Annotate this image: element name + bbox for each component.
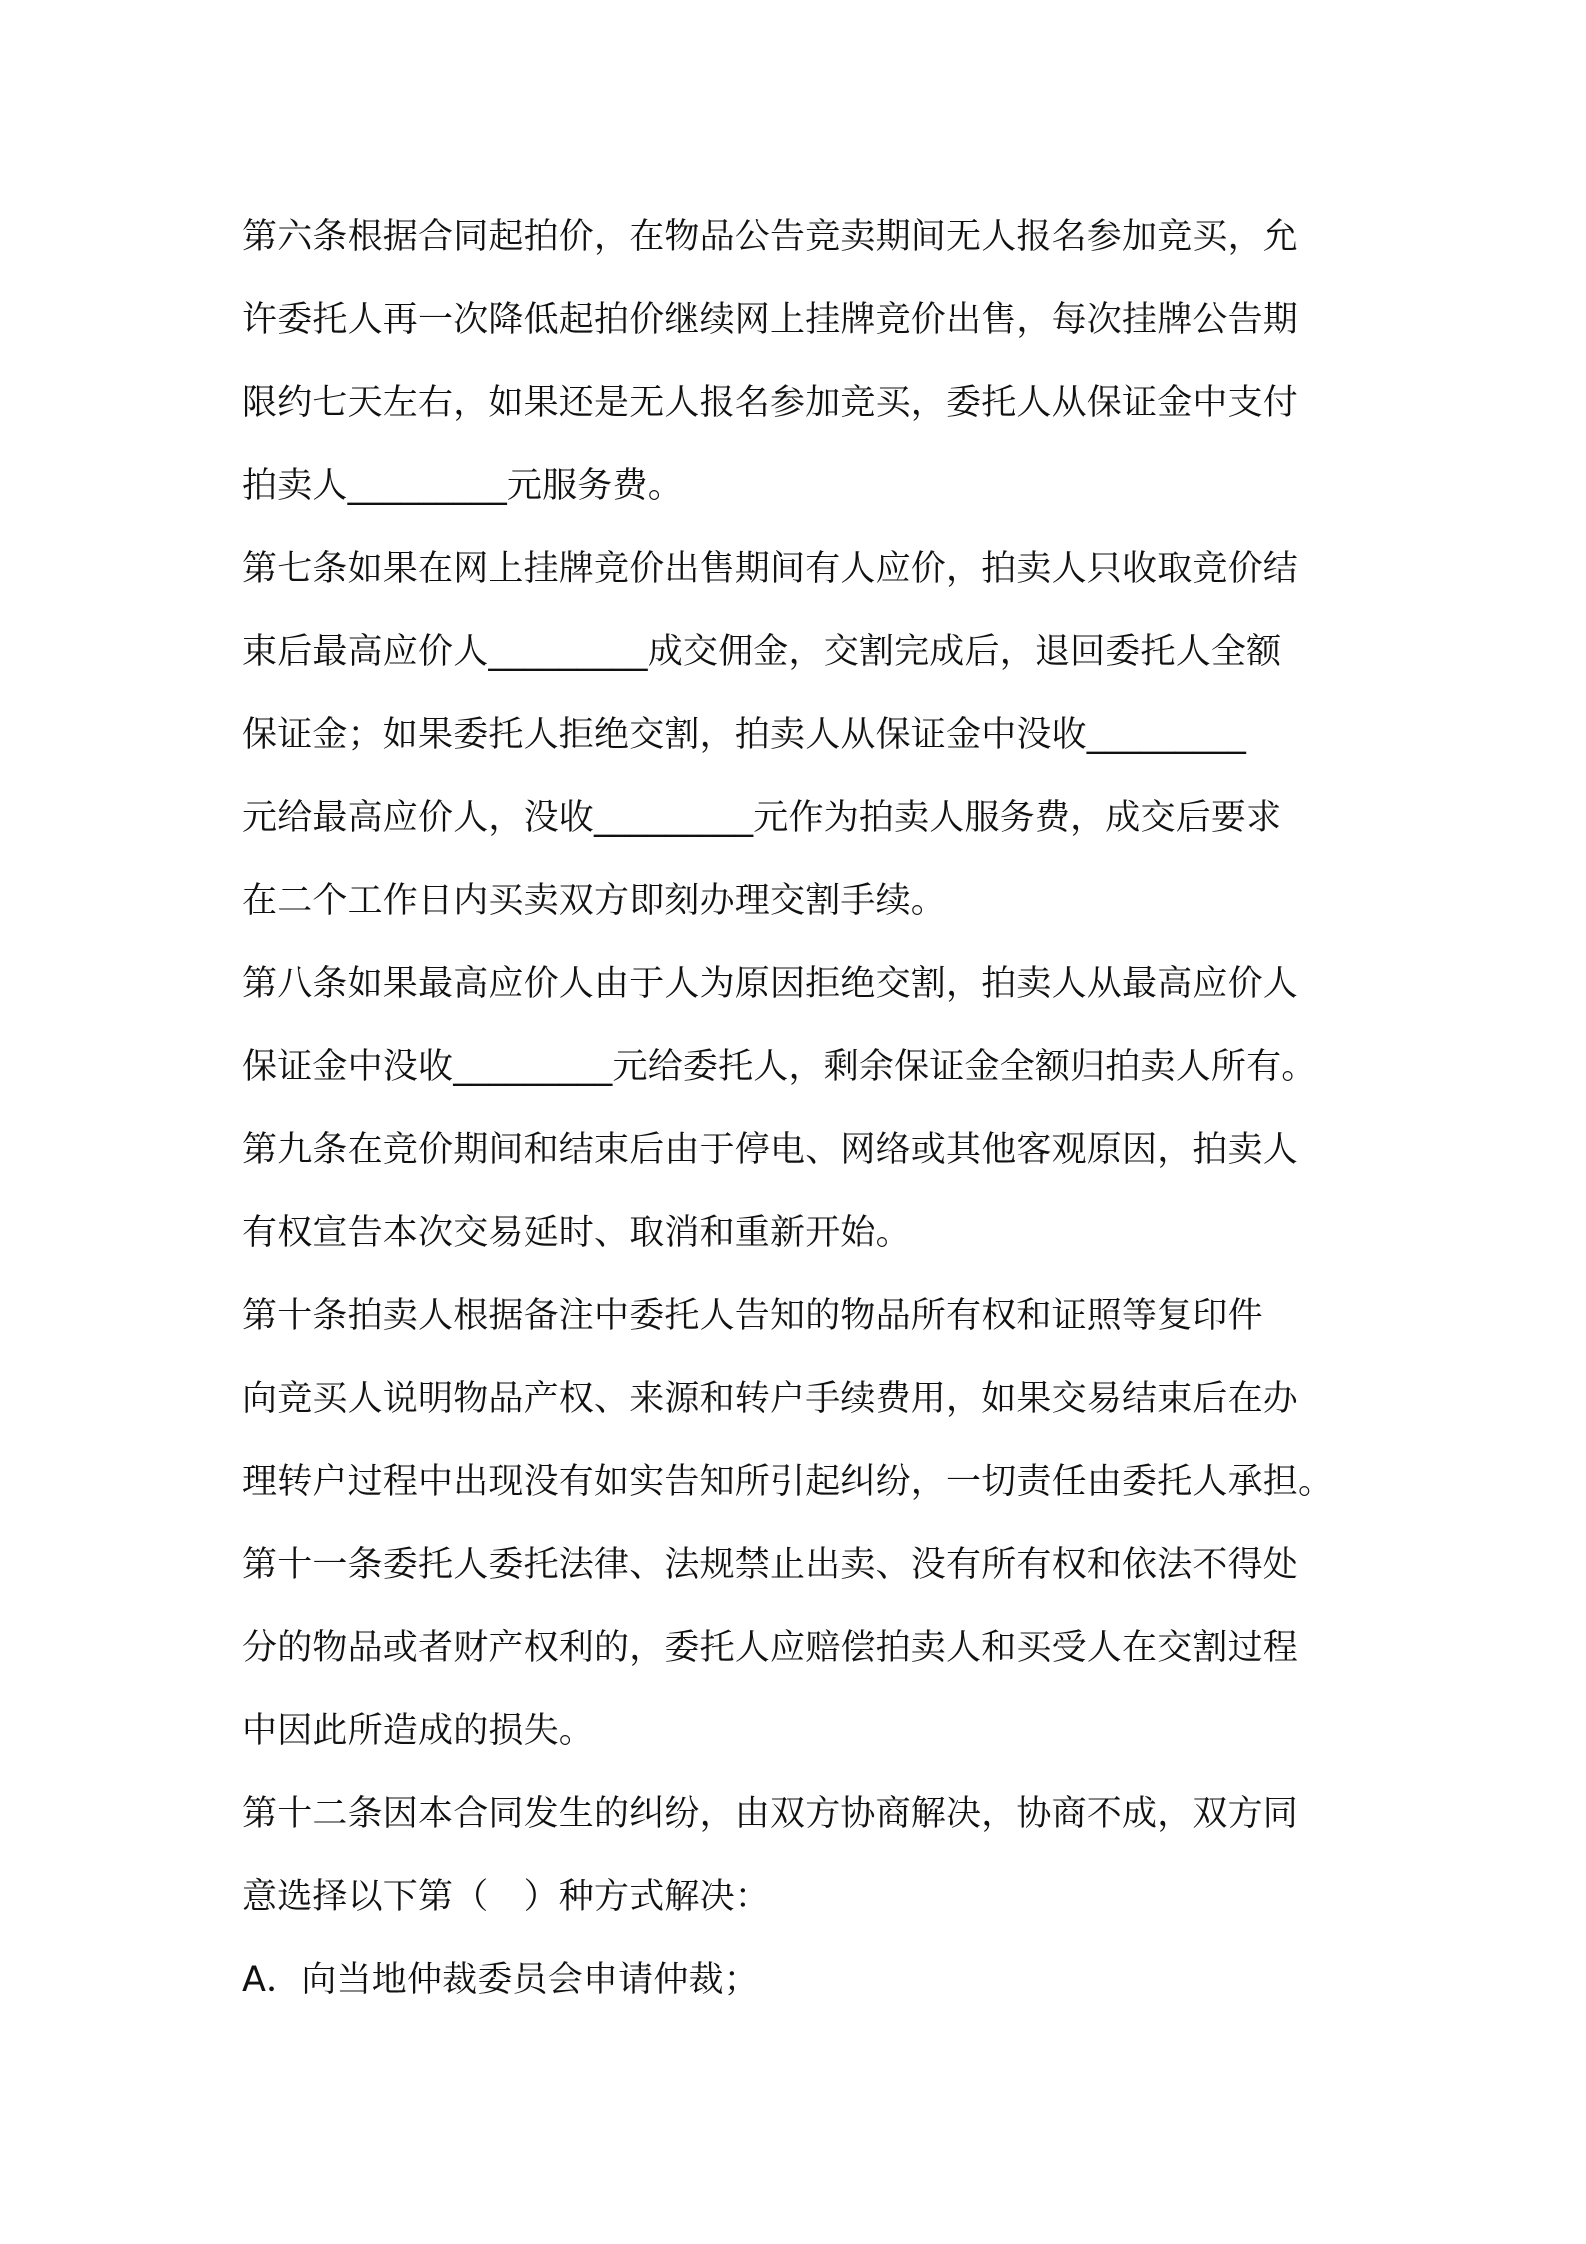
text-line: 在二个工作日内买卖双方即刻办理交割手续。 — [242, 881, 947, 921]
text-line: 向竞买人说明物品产权、来源和转户手续费用，如果交易结束后在办 — [242, 1379, 1299, 1419]
text-line: 第十一条委托人委托法律、法规禁止出卖、没有所有权和依法不得处 — [242, 1545, 1299, 1585]
text-line: 第十条拍卖人根据备注中委托人告知的物品所有权和证照等复印件 — [242, 1296, 1263, 1336]
text-line: 保证金；如果委托人拒绝交割，拍卖人从保证金中没收_________ — [242, 715, 1247, 755]
text-line: 束后最高应价人_________成交佣金，交割完成后，退回委托人全额 — [242, 632, 1282, 672]
text-line: 意选择以下第（ ）种方式解决： — [242, 1877, 771, 1917]
text-line: 理转户过程中出现没有如实告知所引起纠纷，一切责任由委托人承担。 — [242, 1462, 1334, 1502]
text-line: 第七条如果在网上挂牌竞价出售期间有人应价，拍卖人只收取竞价结 — [242, 549, 1299, 589]
text-line: 第九条在竞价期间和结束后由于停电、网络或其他客观原因，拍卖人 — [242, 1130, 1299, 1170]
text-line: 许委托人再一次降低起拍价继续网上挂牌竞价出售，每次挂牌公告期 — [242, 300, 1299, 340]
text-line: 第十二条因本合同发生的纠纷，由双方协商解决，协商不成，双方同 — [242, 1794, 1299, 1834]
text-line: 保证金中没收_________元给委托人，剩余保证金全额归拍卖人所有。 — [242, 1047, 1317, 1087]
text-line: 拍卖人_________元服务费。 — [242, 466, 683, 506]
text-line: 第六条根据合同起拍价，在物品公告竞卖期间无人报名参加竞买，允 — [242, 217, 1299, 257]
text-line: 限约七天左右，如果还是无人报名参加竞买，委托人从保证金中支付 — [242, 383, 1299, 423]
text-line: 有权宣告本次交易延时、取消和重新开始。 — [242, 1213, 911, 1253]
text-line: A．向当地仲裁委员会申请仲裁； — [242, 1960, 759, 2000]
text-line: 中因此所造成的损失。 — [242, 1711, 595, 1751]
contract-text-body — [242, 196, 1372, 2022]
text-line: 分的物品或者财产权利的，委托人应赔偿拍卖人和买受人在交割过程 — [242, 1628, 1299, 1668]
text-line: 元给最高应价人，没收_________元作为拍卖人服务费，成交后要求 — [242, 798, 1282, 838]
text-line: 第八条如果最高应价人由于人为原因拒绝交割，拍卖人从最高应价人 — [242, 964, 1299, 1004]
